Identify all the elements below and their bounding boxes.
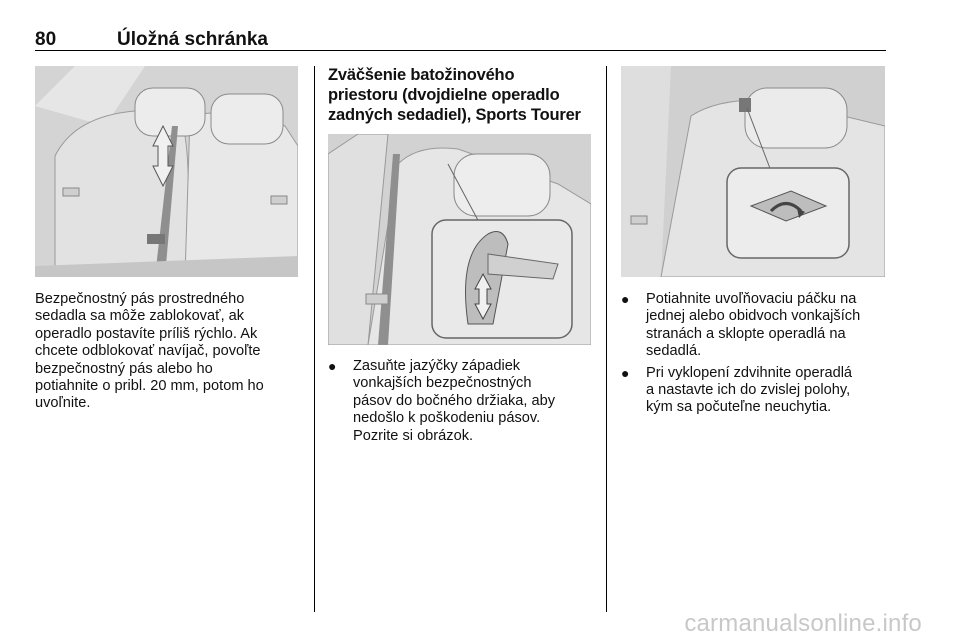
- section-heading: [328, 65, 600, 125]
- paragraph-line: operadlo postavíte príliš rýchlo. Ak: [35, 325, 258, 342]
- bullet-line: Potiahnite uvoľňovaciu páčku na: [646, 291, 857, 307]
- watermark: carmanualsonline.info: [684, 610, 922, 637]
- heading-line: zadných sedadiel), Sports Tourer: [328, 106, 581, 124]
- heading-line: Zväčšenie batožinového: [328, 66, 515, 84]
- list-item: [328, 358, 600, 445]
- paragraph-line: Bezpečnostný pás prostredného: [35, 291, 245, 307]
- bullet-line: Pozrite si obrázok.: [353, 427, 474, 444]
- list-item: [621, 365, 891, 417]
- bullet-line: vonkajších bezpečnostných: [353, 375, 532, 392]
- bullet-dot-icon: ●: [621, 364, 630, 381]
- paragraph-line: bezpečnostný pás alebo ho: [35, 360, 213, 377]
- bullet-line: pásov do bočného držiaka, aby: [353, 392, 556, 409]
- bullet-dot-icon: ●: [328, 358, 337, 374]
- bullet-dot-icon: ●: [621, 291, 630, 307]
- bullet-line: stranách a sklopte operadlá na: [646, 325, 846, 342]
- column-divider-1: [314, 66, 315, 612]
- bullet-line: nedošlo k poškodeniu pásov.: [353, 410, 541, 427]
- list-item: [621, 291, 891, 361]
- bullet-list-col3: [621, 291, 891, 421]
- bullet-line: Pri vyklopení zdvihnite operadlá: [646, 364, 853, 381]
- figure-release-lever: [621, 66, 885, 277]
- page-title: Úložná schránka: [117, 29, 268, 50]
- paragraph-line: sedadla sa môže zablokovať, ak: [35, 308, 245, 325]
- column-divider-2: [606, 66, 607, 612]
- figure-center-seatbelt: [35, 66, 298, 277]
- page-number: 80: [35, 29, 57, 50]
- bullet-line: Zasuňte jazýčky západiek: [353, 358, 521, 374]
- paragraph-line: uvoľnite.: [35, 395, 91, 412]
- bullet-line: jednej alebo obidvoch vonkajších: [646, 308, 861, 325]
- bullet-list-col2: [328, 358, 600, 449]
- heading-line: priestoru (dvojdielne operadlo: [328, 86, 560, 104]
- paragraph-line: chcete odblokovať navíjač, povoľte: [35, 343, 261, 360]
- bullet-line: kým sa počuteľne neuchytia.: [646, 399, 832, 416]
- bullet-line: a nastavte ich do zvislej polohy,: [646, 382, 851, 399]
- figure-belt-holder: [328, 134, 591, 345]
- center-belt-paragraph: [35, 291, 305, 413]
- header-rule: [35, 50, 886, 51]
- page-header: [35, 20, 885, 50]
- bullet-line: sedadlá.: [646, 343, 702, 360]
- paragraph-line: potiahnite o pribl. 20 mm, potom ho: [35, 378, 264, 395]
